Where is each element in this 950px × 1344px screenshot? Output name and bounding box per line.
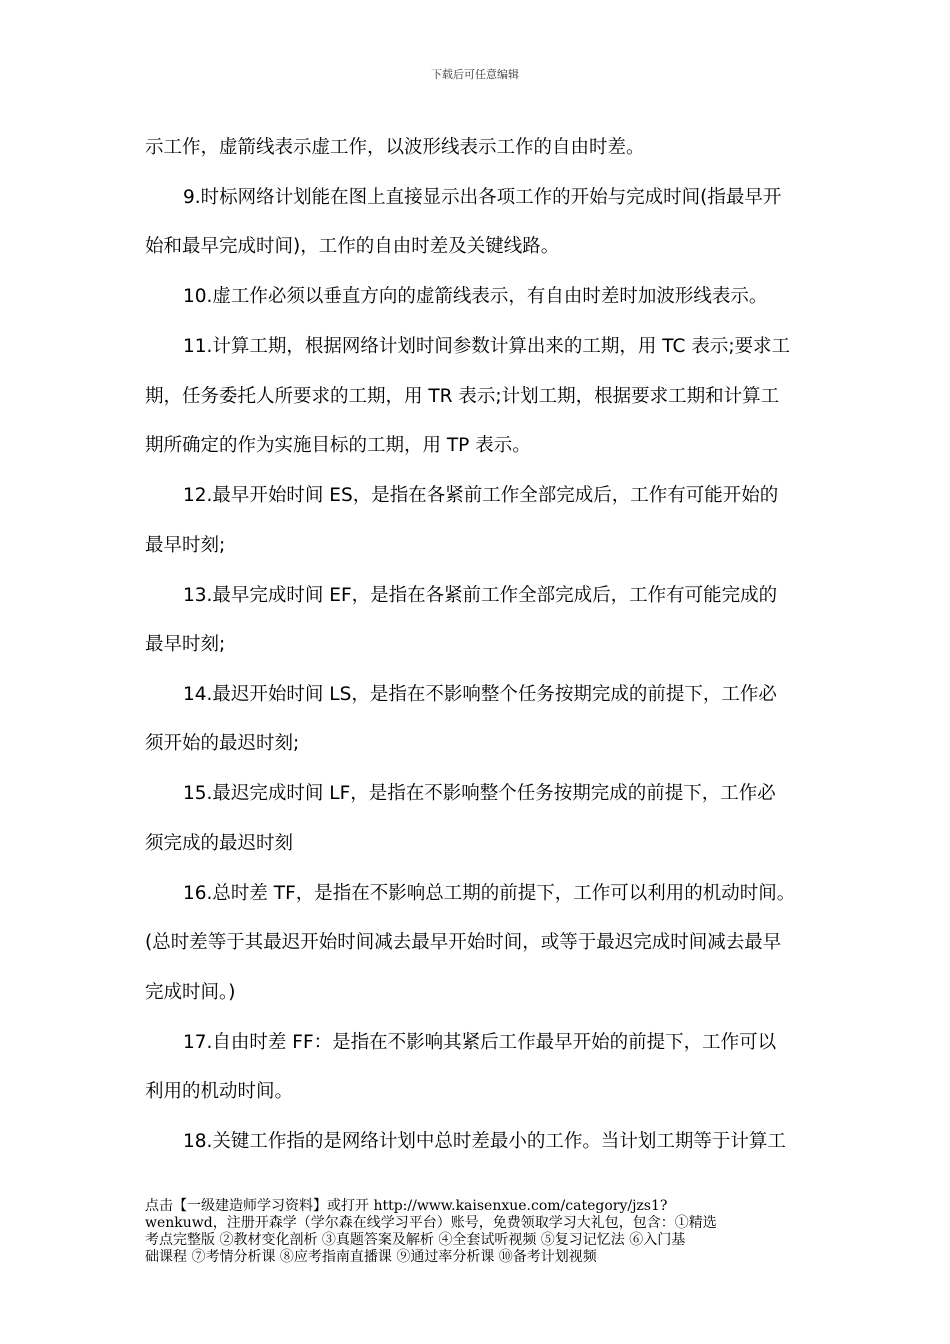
body-line: 期，任务委托人所要求的工期，用 TR 表示;计划工期，根据要求工期和计算工 xyxy=(145,386,780,407)
body-line: 9.时标网络计划能在图上直接显示出各项工作的开始与完成时间(指最早开 xyxy=(183,187,782,208)
body-line: 须完成的最迟时刻 xyxy=(145,833,294,854)
body-line: 11.计算工期，根据网络计划时间参数计算出来的工期，用 TC 表示;要求工 xyxy=(183,336,791,357)
body-line: 10.虚工作必须以垂直方向的虚箭线表示，有自由时差时加波形线表示。 xyxy=(183,286,768,307)
footer-line: wenkuwd，注册开森学（学尔森在线学习平台）账号，免费领取学习大礼包，包含：①精选 xyxy=(145,1215,717,1231)
body-line: 15.最迟完成时间 LF，是指在不影响整个任务按期完成的前提下，工作必 xyxy=(183,783,776,804)
body-line: 17.自由时差 FF：是指在不影响其紧后工作最早开始的前提下，工作可以 xyxy=(183,1032,777,1053)
footer-line: 础课程 ⑦考情分析课 ⑧应考指南直播课 ⑨通过率分析课 ⑩备考计划视频 xyxy=(145,1249,597,1265)
body-line: (总时差等于其最迟开始时间减去最早开始时间，或等于最迟完成时间减去最早 xyxy=(145,932,782,953)
body-line: 示工作，虚箭线表示虚工作，以波形线表示工作的自由时差。 xyxy=(145,137,645,158)
body-line: 利用的机动时间。 xyxy=(145,1081,294,1102)
body-line: 须开始的最迟时刻; xyxy=(145,733,300,754)
body-line: 完成时间。) xyxy=(145,982,236,1003)
footer-line-link[interactable]: 点击【一级建造师学习资料】或打开 http://www.kaisenxue.com/category/jzs1? xyxy=(145,1198,668,1214)
body-line: 18.关键工作指的是网络计划中总时差最小的工作。当计划工期等于计算工 xyxy=(183,1131,786,1152)
body-line: 13.最早完成时间 EF，是指在各紧前工作全部完成后，工作有可能完成的 xyxy=(183,585,778,606)
body-line: 始和最早完成时间)，工作的自由时差及关键线路。 xyxy=(145,236,560,257)
footer-line: 考点完整版 ②教材变化剖析 ③真题答案及解析 ④全套试听视频 ⑤复习记忆法 ⑥入门基 xyxy=(145,1232,686,1248)
body-line: 14.最迟开始时间 LS，是指在不影响整个任务按期完成的前提下，工作必 xyxy=(183,684,777,705)
body-line: 期所确定的作为实施目标的工期，用 TP 表示。 xyxy=(145,435,531,456)
body-line: 最早时刻; xyxy=(145,634,226,655)
body-line: 最早时刻; xyxy=(145,535,226,556)
body-line: 12.最早开始时间 ES，是指在各紧前工作全部完成后，工作有可能开始的 xyxy=(183,485,779,506)
page-header-note: 下载后可任意编辑 xyxy=(431,68,519,81)
body-line: 16.总时差 TF，是指在不影响总工期的前提下，工作可以利用的机动时间。 xyxy=(183,883,796,904)
